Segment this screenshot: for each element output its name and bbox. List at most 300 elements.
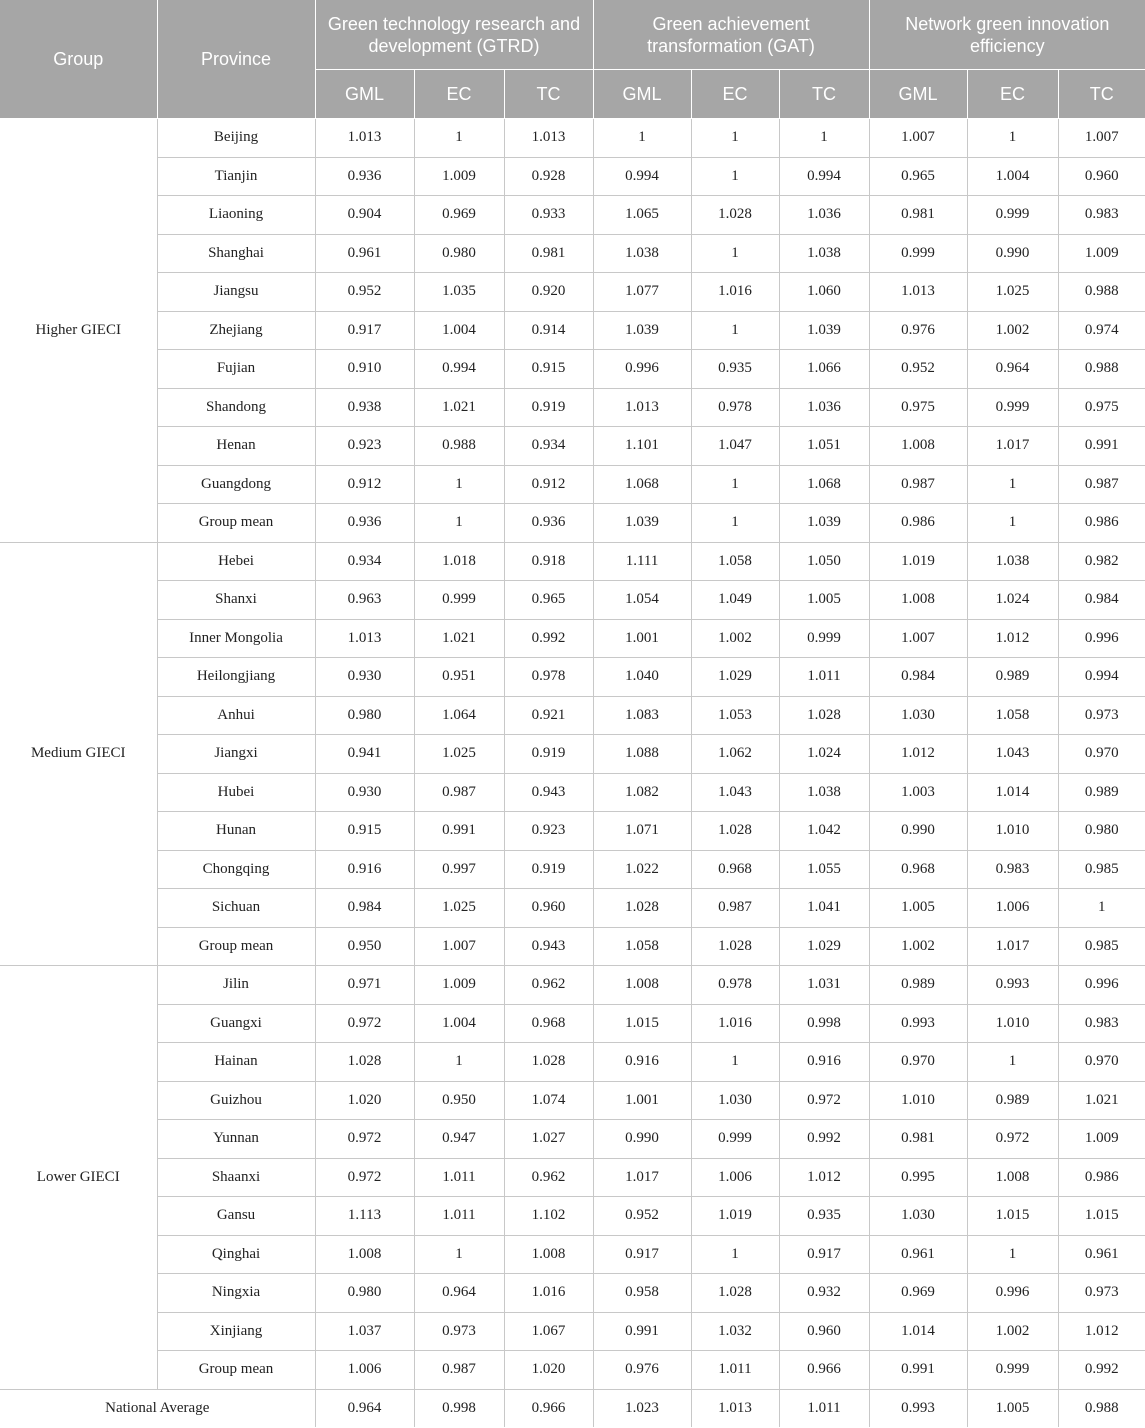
value-cell: 1.007 — [869, 619, 967, 658]
value-cell: 0.930 — [315, 658, 414, 697]
value-cell: 1.020 — [504, 1351, 593, 1390]
value-cell: 0.912 — [315, 465, 414, 504]
metric-header: GML — [593, 70, 691, 119]
value-cell: 1.113 — [315, 1197, 414, 1236]
value-cell: 0.972 — [779, 1081, 869, 1120]
value-cell: 0.987 — [1058, 465, 1145, 504]
value-cell: 0.986 — [869, 504, 967, 543]
value-cell: 0.980 — [315, 1274, 414, 1313]
value-cell: 1.008 — [593, 966, 691, 1005]
table-row — [0, 388, 1145, 427]
value-cell: 1.038 — [967, 542, 1058, 581]
value-cell: 0.991 — [869, 1351, 967, 1390]
value-cell: 1.006 — [967, 889, 1058, 928]
province-cell: Sichuan — [157, 889, 315, 928]
value-cell: 0.935 — [691, 350, 779, 389]
value-cell: 1 — [967, 504, 1058, 543]
value-cell: 1.017 — [967, 427, 1058, 466]
table-row — [0, 619, 1145, 658]
national-average-row — [0, 1389, 1145, 1427]
value-cell: 1.024 — [779, 735, 869, 774]
value-cell: 0.993 — [869, 1389, 967, 1427]
value-cell: 1.016 — [504, 1274, 593, 1313]
value-cell: 0.972 — [315, 1004, 414, 1043]
value-cell: 0.964 — [967, 350, 1058, 389]
value-cell: 1.037 — [315, 1312, 414, 1351]
value-cell: 1.013 — [315, 619, 414, 658]
value-cell: 0.916 — [315, 850, 414, 889]
value-cell: 0.978 — [691, 388, 779, 427]
value-cell: 1.004 — [414, 311, 504, 350]
table-row — [0, 1274, 1145, 1313]
province-cell: Chongqing — [157, 850, 315, 889]
table-row — [0, 504, 1145, 543]
value-cell: 0.919 — [504, 388, 593, 427]
value-cell: 1.066 — [779, 350, 869, 389]
value-cell: 0.921 — [504, 696, 593, 735]
value-cell: 1.012 — [869, 735, 967, 774]
province-cell: Guangxi — [157, 1004, 315, 1043]
value-cell: 0.987 — [869, 465, 967, 504]
value-cell: 0.996 — [1058, 619, 1145, 658]
value-cell: 0.934 — [504, 427, 593, 466]
value-cell: 1.025 — [414, 889, 504, 928]
value-cell: 1.011 — [691, 1351, 779, 1390]
table-row — [0, 119, 1145, 158]
table-row — [0, 273, 1145, 312]
province-cell: Jilin — [157, 966, 315, 1005]
value-cell: 0.930 — [315, 773, 414, 812]
value-cell: 0.986 — [1058, 504, 1145, 543]
value-cell: 0.951 — [414, 658, 504, 697]
value-cell: 1.012 — [1058, 1312, 1145, 1351]
value-cell: 1.058 — [691, 542, 779, 581]
value-cell: 1.002 — [967, 311, 1058, 350]
value-cell: 1.013 — [869, 273, 967, 312]
value-cell: 1.007 — [1058, 119, 1145, 158]
value-cell: 0.985 — [1058, 927, 1145, 966]
province-cell: Xinjiang — [157, 1312, 315, 1351]
value-cell: 0.915 — [504, 350, 593, 389]
value-cell: 1.111 — [593, 542, 691, 581]
value-cell: 1.019 — [869, 542, 967, 581]
value-cell: 1.068 — [779, 465, 869, 504]
value-cell: 0.936 — [315, 157, 414, 196]
value-cell: 0.914 — [504, 311, 593, 350]
value-cell: 1.014 — [869, 1312, 967, 1351]
value-cell: 0.993 — [967, 966, 1058, 1005]
value-cell: 1.071 — [593, 812, 691, 851]
value-cell: 0.970 — [869, 1043, 967, 1082]
value-cell: 1.015 — [1058, 1197, 1145, 1236]
value-cell: 0.904 — [315, 196, 414, 235]
value-cell: 1.005 — [869, 889, 967, 928]
value-cell: 1.043 — [691, 773, 779, 812]
value-cell: 1.036 — [779, 196, 869, 235]
value-cell: 1.004 — [414, 1004, 504, 1043]
value-cell: 1.011 — [779, 1389, 869, 1427]
value-cell: 1.009 — [414, 157, 504, 196]
value-cell: 1.011 — [414, 1197, 504, 1236]
value-cell: 0.976 — [593, 1351, 691, 1390]
value-cell: 0.983 — [967, 850, 1058, 889]
value-cell: 1.010 — [967, 812, 1058, 851]
value-cell: 0.916 — [779, 1043, 869, 1082]
province-cell: Hubei — [157, 773, 315, 812]
value-cell: 1.013 — [593, 388, 691, 427]
value-cell: 1.030 — [869, 1197, 967, 1236]
table-row — [0, 735, 1145, 774]
value-cell: 0.980 — [315, 696, 414, 735]
province-cell: Beijing — [157, 119, 315, 158]
province-cell: Anhui — [157, 696, 315, 735]
value-cell: 1 — [967, 1235, 1058, 1274]
table-row — [0, 1158, 1145, 1197]
value-cell: 0.986 — [1058, 1158, 1145, 1197]
province-cell: Guangdong — [157, 465, 315, 504]
value-cell: 1.008 — [869, 427, 967, 466]
table-row — [0, 1081, 1145, 1120]
value-cell: 0.988 — [1058, 273, 1145, 312]
value-cell: 1.028 — [691, 927, 779, 966]
value-cell: 1.007 — [869, 119, 967, 158]
value-cell: 1 — [691, 504, 779, 543]
value-cell: 1.018 — [414, 542, 504, 581]
value-cell: 1.007 — [414, 927, 504, 966]
value-cell: 0.999 — [967, 388, 1058, 427]
value-cell: 1 — [691, 311, 779, 350]
value-cell: 1 — [691, 157, 779, 196]
table-row — [0, 427, 1145, 466]
value-cell: 1.060 — [779, 273, 869, 312]
value-cell: 0.984 — [1058, 581, 1145, 620]
value-cell: 1.054 — [593, 581, 691, 620]
table-header — [0, 0, 1145, 119]
value-cell: 1.064 — [414, 696, 504, 735]
metric-header: EC — [414, 70, 504, 119]
value-cell: 1.008 — [967, 1158, 1058, 1197]
table-body — [0, 119, 1145, 1428]
value-cell: 1.013 — [315, 119, 414, 158]
metric-header: GML — [869, 70, 967, 119]
province-cell: Hainan — [157, 1043, 315, 1082]
value-cell: 0.961 — [315, 234, 414, 273]
province-cell: Tianjin — [157, 157, 315, 196]
metric-header: EC — [691, 70, 779, 119]
value-cell: 1 — [967, 465, 1058, 504]
value-cell: 1.039 — [779, 504, 869, 543]
value-cell: 0.996 — [967, 1274, 1058, 1313]
value-cell: 0.962 — [504, 1158, 593, 1197]
value-cell: 1.006 — [315, 1351, 414, 1390]
group-column-header: Group — [0, 0, 157, 119]
value-cell: 1.011 — [414, 1158, 504, 1197]
value-cell: 1.074 — [504, 1081, 593, 1120]
value-cell: 1.023 — [593, 1389, 691, 1427]
province-cell: Ningxia — [157, 1274, 315, 1313]
value-cell: 1.022 — [593, 850, 691, 889]
value-cell: 1.031 — [779, 966, 869, 1005]
value-cell: 0.988 — [1084, 1399, 1119, 1416]
value-cell: 1.039 — [779, 311, 869, 350]
province-cell: Jiangxi — [157, 735, 315, 774]
value-cell: 0.917 — [779, 1235, 869, 1274]
value-cell: 1.042 — [779, 812, 869, 851]
value-cell: 1.051 — [779, 427, 869, 466]
national-average-label: National Average — [0, 1389, 315, 1427]
province-cell: Hunan — [157, 812, 315, 851]
value-cell: 0.988 — [1058, 350, 1145, 389]
value-cell: 0.991 — [593, 1312, 691, 1351]
value-cell: 1 — [691, 1043, 779, 1082]
value-cell: 0.910 — [315, 350, 414, 389]
value-cell: 1.021 — [1058, 1081, 1145, 1120]
value-cell: 1.029 — [779, 927, 869, 966]
value-cell: 1.029 — [691, 658, 779, 697]
value-cell: 0.990 — [869, 812, 967, 851]
value-cell: 0.968 — [869, 850, 967, 889]
table-row — [0, 234, 1145, 273]
value-cell: 0.943 — [504, 773, 593, 812]
value-cell: 1.015 — [593, 1004, 691, 1043]
value-cell: 0.912 — [504, 465, 593, 504]
table-row — [0, 1004, 1145, 1043]
value-cell: 0.999 — [414, 581, 504, 620]
value-cell: 1 — [414, 504, 504, 543]
value-cell: 0.941 — [315, 735, 414, 774]
value-cell: 1.030 — [691, 1081, 779, 1120]
value-cell: 1.058 — [967, 696, 1058, 735]
value-cell: 0.917 — [593, 1235, 691, 1274]
value-cell: 1.011 — [779, 658, 869, 697]
value-cell: 1.027 — [504, 1120, 593, 1159]
value-cell: 1.010 — [967, 1004, 1058, 1043]
table-row — [0, 1120, 1145, 1159]
value-cell: 0.993 — [869, 1004, 967, 1043]
value-cell: 0.958 — [593, 1274, 691, 1313]
table-row — [0, 581, 1145, 620]
value-cell: 0.936 — [504, 504, 593, 543]
value-cell: 1 — [967, 119, 1058, 158]
value-cell: 0.972 — [315, 1120, 414, 1159]
value-cell: 1.049 — [691, 581, 779, 620]
value-cell: 0.950 — [414, 1081, 504, 1120]
value-cell: 1.088 — [593, 735, 691, 774]
value-cell: 0.978 — [691, 966, 779, 1005]
value-cell: 0.989 — [1058, 773, 1145, 812]
value-cell: 0.996 — [593, 350, 691, 389]
value-cell: 1.040 — [593, 658, 691, 697]
network-efficiency-category-header: Network green innovation efficiency — [869, 0, 1145, 70]
table-row — [0, 889, 1145, 928]
value-cell: 0.952 — [315, 273, 414, 312]
value-cell: 1.021 — [414, 619, 504, 658]
value-cell: 1.032 — [691, 1312, 779, 1351]
value-cell: 1.006 — [691, 1158, 779, 1197]
table-row — [0, 773, 1145, 812]
value-cell: 1.009 — [414, 966, 504, 1005]
value-cell: 0.992 — [779, 1120, 869, 1159]
value-cell: 0.989 — [967, 1081, 1058, 1120]
value-cell: 1.025 — [414, 735, 504, 774]
value-cell: 1.028 — [691, 1274, 779, 1313]
value-cell: 0.969 — [414, 196, 504, 235]
value-cell: 1.101 — [593, 427, 691, 466]
value-cell: 0.917 — [315, 311, 414, 350]
value-cell: 1.016 — [691, 273, 779, 312]
value-cell: 0.987 — [414, 773, 504, 812]
value-cell: 1.008 — [869, 581, 967, 620]
province-cell: Group mean — [157, 927, 315, 966]
value-cell: 1 — [691, 119, 779, 158]
table-row — [0, 1235, 1145, 1274]
table-row — [0, 966, 1145, 1005]
value-cell: 0.980 — [1058, 812, 1145, 851]
value-cell: 1.009 — [1058, 234, 1145, 273]
value-cell: 1.009 — [1058, 1120, 1145, 1159]
value-cell: 0.961 — [869, 1235, 967, 1274]
value-cell: 0.976 — [869, 311, 967, 350]
value-cell: 1.028 — [691, 812, 779, 851]
value-cell: 1.053 — [691, 696, 779, 735]
value-cell: 1.012 — [967, 619, 1058, 658]
value-cell: 0.987 — [691, 889, 779, 928]
value-cell: 0.978 — [504, 658, 593, 697]
value-cell: 1.062 — [691, 735, 779, 774]
value-cell: 0.980 — [414, 234, 504, 273]
value-cell: 1.043 — [967, 735, 1058, 774]
value-cell: 0.934 — [315, 542, 414, 581]
value-cell: 0.992 — [504, 619, 593, 658]
value-cell: 0.963 — [315, 581, 414, 620]
value-cell: 1.002 — [869, 927, 967, 966]
value-cell: 1.001 — [593, 1081, 691, 1120]
value-cell: 0.983 — [1058, 1004, 1145, 1043]
value-cell: 1.058 — [593, 927, 691, 966]
gtrd-category-header: Green technology research and development (GTRD) — [315, 0, 593, 70]
metric-header: TC — [1058, 70, 1145, 119]
value-cell: 0.970 — [1058, 735, 1145, 774]
metric-header: TC — [504, 70, 593, 119]
metric-header: TC — [779, 70, 869, 119]
value-cell: 1.001 — [593, 619, 691, 658]
value-cell: 0.935 — [779, 1197, 869, 1236]
value-cell: 1.017 — [593, 1158, 691, 1197]
value-cell: 0.932 — [779, 1274, 869, 1313]
value-cell: 0.998 — [779, 1004, 869, 1043]
value-cell: 0.965 — [504, 581, 593, 620]
value-cell: 1 — [779, 119, 869, 158]
value-cell: 0.961 — [1058, 1235, 1145, 1274]
value-cell: 1.028 — [593, 889, 691, 928]
province-cell: Guizhou — [157, 1081, 315, 1120]
value-cell: 1.039 — [593, 311, 691, 350]
table-row — [0, 157, 1145, 196]
value-cell: 1.050 — [779, 542, 869, 581]
value-cell: 0.915 — [315, 812, 414, 851]
value-cell: 1.083 — [593, 696, 691, 735]
value-cell: 1.025 — [967, 273, 1058, 312]
province-cell: Liaoning — [157, 196, 315, 235]
value-cell: 1.012 — [779, 1158, 869, 1197]
value-cell: 0.950 — [315, 927, 414, 966]
province-cell: Yunnan — [157, 1120, 315, 1159]
value-cell: 1 — [414, 119, 504, 158]
value-cell: 0.973 — [1058, 696, 1145, 735]
value-cell: 1.002 — [691, 619, 779, 658]
value-cell: 1.055 — [779, 850, 869, 889]
value-cell: 0.989 — [869, 966, 967, 1005]
value-cell: 1.036 — [779, 388, 869, 427]
value-cell: 0.992 — [1058, 1351, 1145, 1390]
value-cell: 1.030 — [869, 696, 967, 735]
value-cell: 1.041 — [779, 889, 869, 928]
value-cell: 1.017 — [967, 927, 1058, 966]
value-cell: 1 — [691, 234, 779, 273]
value-cell: 0.973 — [1058, 1274, 1145, 1313]
province-cell: Group mean — [157, 1351, 315, 1390]
value-cell: 1.015 — [967, 1197, 1058, 1236]
province-cell: Shanxi — [157, 581, 315, 620]
value-cell: 0.918 — [504, 542, 593, 581]
value-cell: 1 — [414, 1043, 504, 1082]
value-cell: 1.067 — [504, 1312, 593, 1351]
value-cell: 0.999 — [967, 196, 1058, 235]
province-cell: Shandong — [157, 388, 315, 427]
value-cell: 1.002 — [967, 1312, 1058, 1351]
value-cell: 0.996 — [1058, 966, 1145, 1005]
province-cell: Group mean — [157, 504, 315, 543]
value-cell: 0.936 — [315, 504, 414, 543]
group-label-cell: Lower GIECI — [0, 966, 157, 1390]
value-cell: 0.998 — [414, 1389, 504, 1427]
value-cell: 1.102 — [504, 1197, 593, 1236]
value-cell: 1.008 — [315, 1235, 414, 1274]
value-cell: 1.013 — [504, 119, 593, 158]
value-cell: 0.971 — [315, 966, 414, 1005]
value-cell: 0.995 — [869, 1158, 967, 1197]
table-row — [0, 1351, 1145, 1390]
province-cell: Gansu — [157, 1197, 315, 1236]
value-cell: 0.987 — [414, 1351, 504, 1390]
value-cell: 0.994 — [1058, 658, 1145, 697]
metric-header: EC — [967, 70, 1058, 119]
province-cell: Heilongjiang — [157, 658, 315, 697]
value-cell: 0.983 — [1058, 196, 1145, 235]
value-cell: 0.968 — [691, 850, 779, 889]
table-row — [0, 658, 1145, 697]
value-cell: 1.047 — [691, 427, 779, 466]
gat-category-header: Green achievement transformation (GAT) — [593, 0, 869, 70]
value-cell: 0.988 — [414, 427, 504, 466]
province-cell: Fujian — [157, 350, 315, 389]
value-cell: 0.938 — [315, 388, 414, 427]
province-cell: Hebei — [157, 542, 315, 581]
value-cell: 1 — [593, 119, 691, 158]
value-cell: 0.991 — [1058, 427, 1145, 466]
value-cell: 0.968 — [504, 1004, 593, 1043]
value-cell: 0.969 — [869, 1274, 967, 1313]
value-cell: 0.999 — [967, 1351, 1058, 1390]
value-cell: 1.005 — [779, 581, 869, 620]
province-cell: Zhejiang — [157, 311, 315, 350]
table-row — [0, 196, 1145, 235]
value-cell: 0.997 — [414, 850, 504, 889]
value-cell: 0.984 — [869, 658, 967, 697]
table-row — [0, 1197, 1145, 1236]
value-cell: 0.943 — [504, 927, 593, 966]
value-cell: 0.966 — [504, 1389, 593, 1427]
